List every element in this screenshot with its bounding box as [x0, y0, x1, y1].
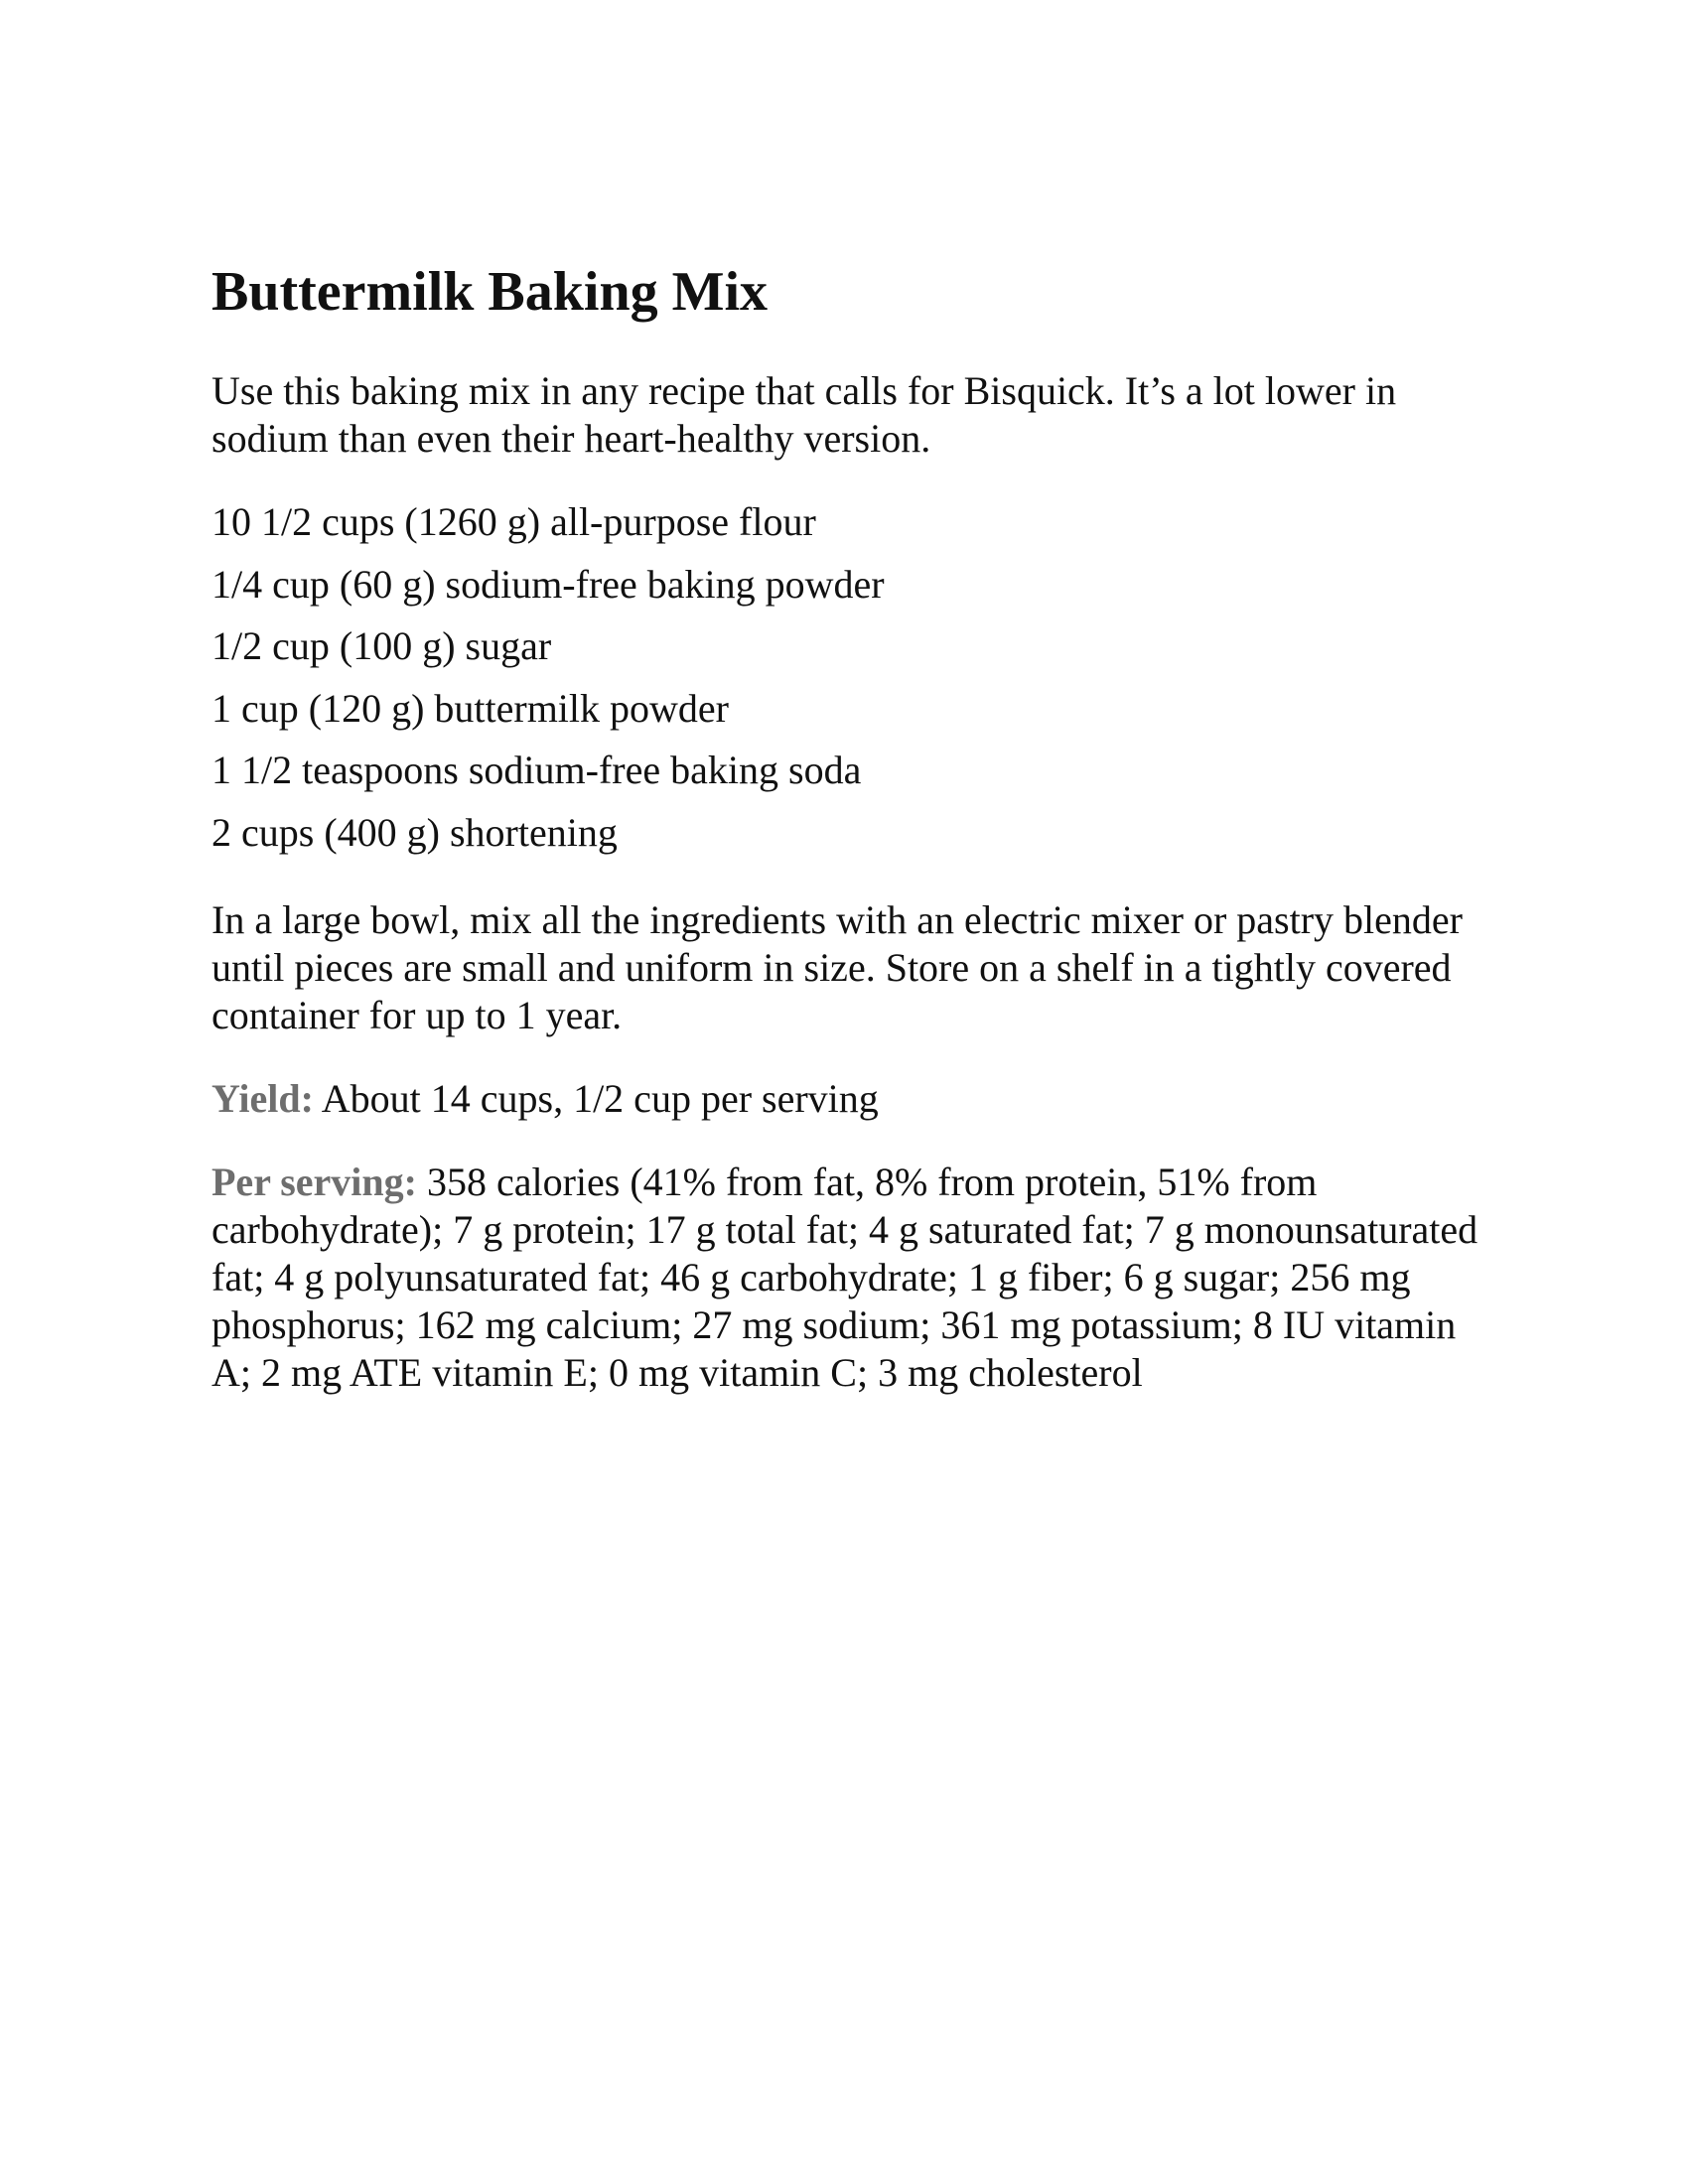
ingredient-item: 1/4 cup (60 g) sodium-free baking powder: [211, 561, 885, 607]
per-serving-text: 358 calories (41% from fat, 8% from protein, 51% from carbohydrate); 7 g protein; 17 g total fat; 4 g saturated fat; 7 g monounsaturated fat; 4 g polyunsaturated fat; 46 g carbohydrate; 1 g fiber; 6 g sugar; 256 mg phosphorus; 162 mg calcium; 27 mg sodium; 361 mg potassium; 8 IU vitamin A; 2 mg ATE vitamin E; 0 mg vitamin C; 3 mg cholesterol: [211, 1159, 1478, 1395]
recipe-page: [211, 256, 1502, 1397]
ingredient-item: 1 cup (120 g) buttermilk powder: [211, 685, 729, 731]
recipe-method: In a large bowl, mix all the ingredients with an electric mixer or pastry blender until pieces are small and uniform in size. Store on a shelf in a tightly covered container for up to 1 year.: [211, 896, 1463, 1037]
recipe-yield: [211, 1075, 1502, 1123]
nutrition-per-serving: [211, 1159, 1502, 1397]
per-serving-label: Per serving:: [211, 1159, 417, 1204]
ingredient-item: 1 1/2 teaspoons sodium-free baking soda: [211, 748, 862, 792]
yield-text: About 14 cups, 1/2 cup per serving: [321, 1075, 879, 1121]
ingredient-list: [211, 498, 1502, 857]
ingredient-item: 1/2 cup (100 g) sugar: [211, 623, 552, 668]
yield-label: Yield:: [211, 1075, 314, 1121]
recipe-title: Buttermilk Baking Mix: [211, 261, 769, 323]
ingredient-item: 2 cups (400 g) shortening: [211, 809, 618, 855]
recipe-intro: Use this baking mix in any recipe that calls for Bisquick. It’s a lot lower in sodium than even their heart-healthy version.: [211, 368, 1397, 461]
ingredient-item: 10 1/2 cups (1260 g) all-purpose flour: [211, 499, 816, 544]
